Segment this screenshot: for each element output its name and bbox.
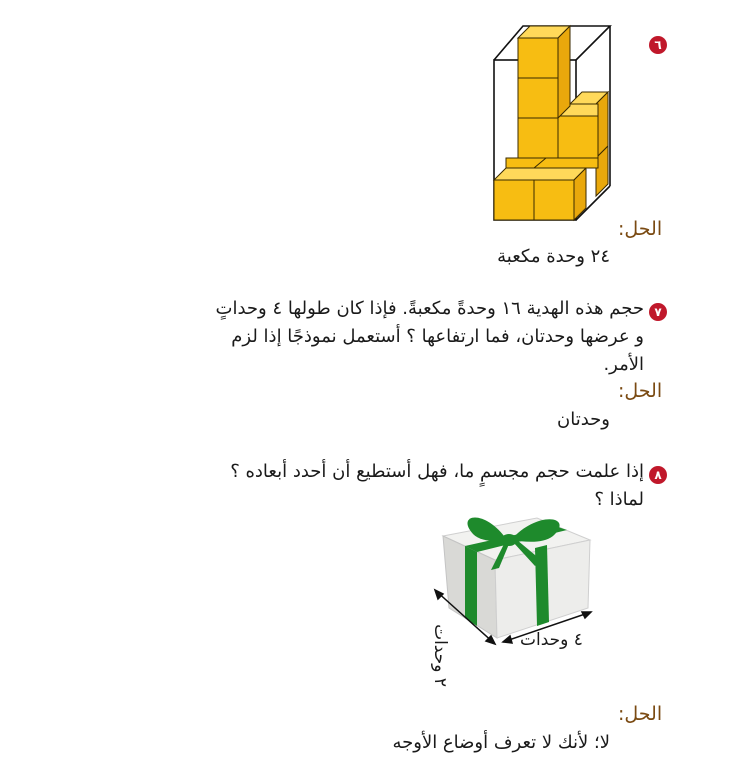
problem-8-answer: لا؛ لأنك لا تعرف أوضاع الأوجه <box>392 732 610 753</box>
problem-6-solution-label: الحل: <box>618 218 663 240</box>
gift-length-label: ٤ وحدات <box>520 630 583 650</box>
problem-8-solution-label: الحل: <box>618 703 663 725</box>
problem-8-number-badge: ٨ <box>649 466 667 484</box>
problem-7-answer: وحدتان <box>557 409 610 430</box>
gift-box-figure <box>425 508 605 698</box>
gift-width-label: ٢ وحدات <box>430 624 450 687</box>
problem-8-line-2: لماذا ؟ <box>594 489 644 510</box>
cube-stack-figure <box>486 18 616 228</box>
problem-7-solution-label: الحل: <box>618 380 663 402</box>
unit-cubes <box>494 26 608 220</box>
problem-7-number-badge: ٧ <box>649 303 667 321</box>
problem-6-number-badge: ٦ <box>649 36 667 54</box>
problem-7-line-3: الأمر. <box>603 354 644 375</box>
problem-6-answer: ٢٤ وحدة مكعبة <box>497 246 610 267</box>
problem-8-line-1: إذا علمت حجم مجسمٍ ما، فهل أستطيع أن أحدد أبعاده ؟ <box>230 461 644 482</box>
problem-7-line-2: و عرضها وحدتان، فما ارتفاعها ؟ أستعمل نموذجًا إذا لزم <box>231 326 644 347</box>
problem-7-line-1: حجم هذه الهدية ١٦ وحدةً مكعبةً. فإذا كان طولها ٤ وحداتٍ <box>215 298 644 319</box>
